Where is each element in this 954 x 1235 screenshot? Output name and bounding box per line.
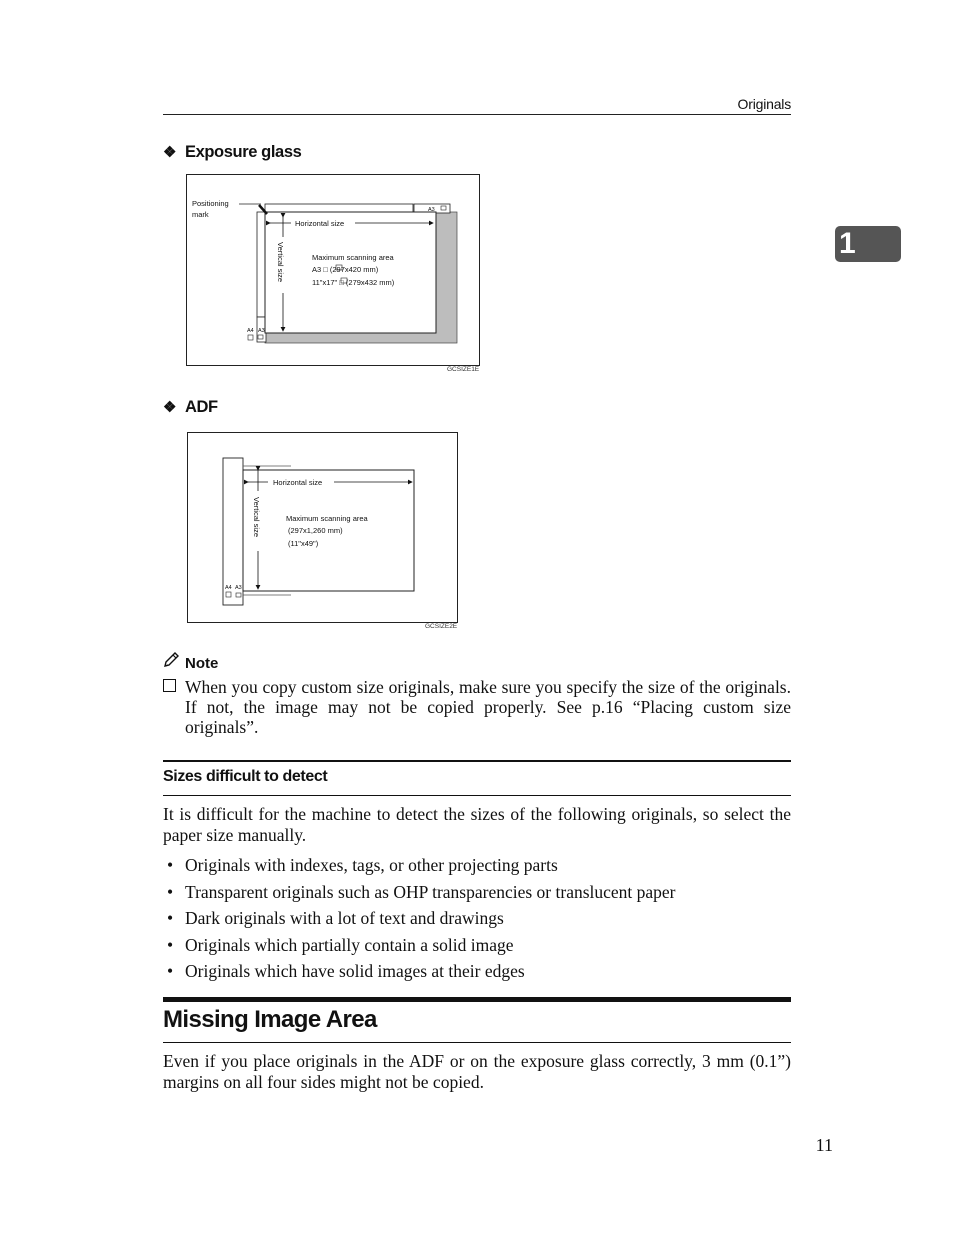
chapter-tab: 1 bbox=[835, 226, 901, 262]
pencil-note-icon bbox=[163, 652, 185, 672]
adf-max-area-line-1: (297x1,260 mm) bbox=[288, 526, 343, 535]
exposure-glass-heading bbox=[163, 143, 301, 162]
list-item: • Transparent originals such as OHP transparencies or translucent paper bbox=[163, 879, 791, 906]
adf-vertical-size-label: Vertical size bbox=[252, 497, 261, 538]
note-text: When you copy custom size originals, make sure you specify the size of the originals. If not, the image may not be copied properly. See p.16 “Placing custom size originals”. bbox=[185, 677, 791, 737]
running-header-title: Originals bbox=[737, 96, 791, 112]
exposure-glass-heading-text: Exposure glass bbox=[185, 143, 302, 161]
horizontal-size-label: Horizontal size bbox=[295, 219, 345, 228]
side-a4-label: A4 bbox=[247, 328, 254, 334]
header-rule bbox=[163, 114, 791, 115]
sizes-difficult-intro: It is difficult for the machine to detect the sizes of the following originals, so select the paper size manually. bbox=[163, 804, 791, 845]
vertical-size-label: Vertical size bbox=[276, 242, 285, 283]
exposure-glass-figure-code: GCSIZE1E bbox=[447, 366, 480, 373]
adf-figure bbox=[187, 432, 458, 623]
adf-a3-label: A3 bbox=[235, 585, 242, 591]
max-area-line-2: 11"x17" □ (279x432 mm) bbox=[312, 278, 395, 287]
page-number: 11 bbox=[815, 1135, 833, 1155]
adf-max-area-line-2: (11"x49") bbox=[288, 539, 319, 548]
diamond-bullet-icon: ❖ bbox=[163, 144, 177, 161]
chapter-heading-bottom-rule bbox=[163, 1042, 791, 1043]
adf-diagram bbox=[188, 433, 457, 622]
adf-heading-text: ADF bbox=[185, 398, 218, 416]
list-item: • Dark originals with a lot of text and drawings bbox=[163, 905, 791, 932]
sizes-difficult-list bbox=[163, 852, 791, 985]
max-area-title: Maximum scanning area bbox=[312, 253, 394, 262]
note-body bbox=[163, 677, 791, 737]
section-bottom-rule bbox=[163, 795, 791, 796]
list-item: • Originals which have solid images at their edges bbox=[163, 958, 791, 985]
diamond-bullet-icon: ❖ bbox=[163, 399, 177, 416]
top-a3-label: A3 bbox=[428, 207, 435, 213]
adf-horizontal-size-label: Horizontal size bbox=[273, 478, 323, 487]
sizes-difficult-heading: Sizes difficult to detect bbox=[163, 768, 328, 785]
adf-a4-label: A4 bbox=[225, 585, 232, 591]
note-heading-text: Note bbox=[185, 655, 219, 672]
list-item: • Originals with indexes, tags, or other projecting parts bbox=[163, 852, 791, 879]
side-a3-label: A3 bbox=[258, 328, 265, 334]
exposure-glass-figure bbox=[186, 174, 480, 366]
missing-image-area-heading: Missing Image Area bbox=[163, 1006, 377, 1033]
adf-max-area-title: Maximum scanning area bbox=[286, 514, 368, 523]
positioning-mark-label: Positioning bbox=[192, 199, 229, 208]
exposure-glass-diagram bbox=[187, 175, 479, 365]
chapter-heading-top-rule bbox=[163, 997, 791, 1002]
section-top-rule bbox=[163, 760, 791, 762]
adf-heading bbox=[163, 398, 218, 417]
positioning-mark-label-2: mark bbox=[192, 210, 209, 219]
list-item: • Originals which partially contain a solid image bbox=[163, 932, 791, 959]
max-area-line-1: A3 □ (297x420 mm) bbox=[312, 265, 379, 274]
adf-figure-code: GCSIZE2E bbox=[425, 623, 458, 630]
note-heading bbox=[163, 652, 218, 672]
missing-image-area-text: Even if you place originals in the ADF or on the exposure glass correctly, 3 mm (0.1”) margins on all four sides might not be copied. bbox=[163, 1051, 791, 1092]
checkbox-bullet-icon bbox=[163, 679, 176, 692]
